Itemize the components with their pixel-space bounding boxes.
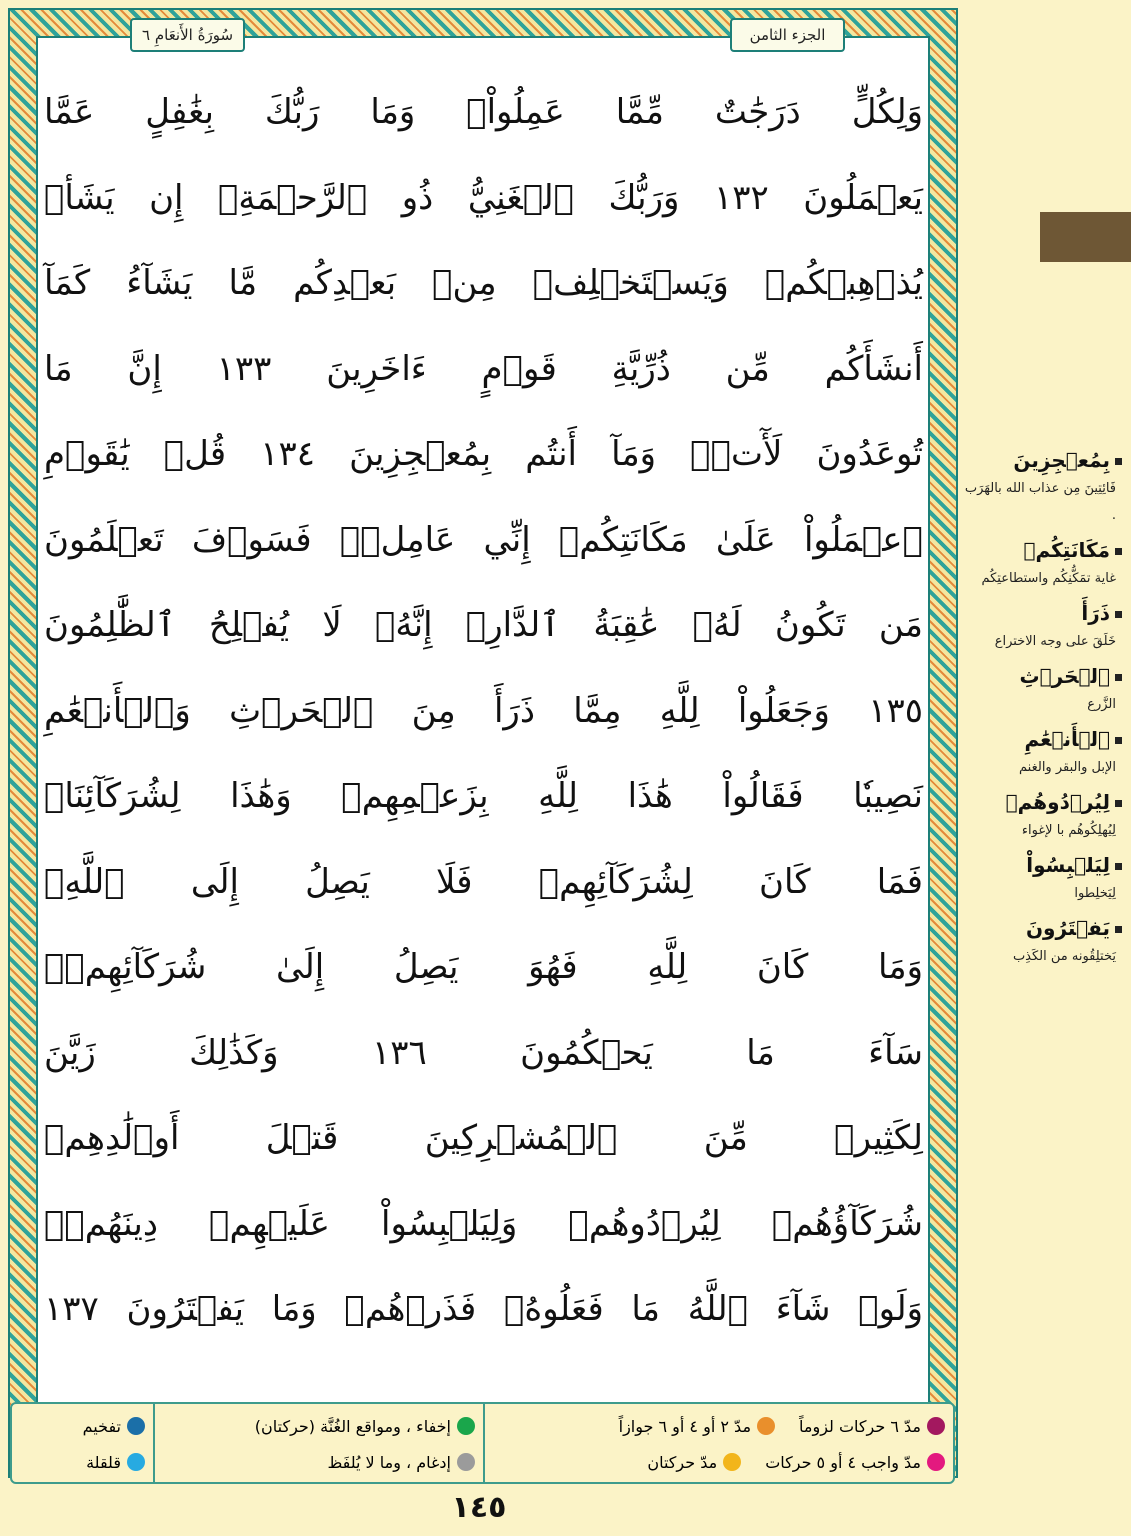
legend-label: تفخيم bbox=[82, 1416, 121, 1436]
color-swatch bbox=[127, 1453, 145, 1471]
glossary-definition: الزَّرع bbox=[1087, 697, 1116, 712]
bullet-icon bbox=[1115, 800, 1122, 807]
glossary-entry bbox=[962, 445, 1122, 529]
quran-text bbox=[36, 70, 931, 1353]
glossary-entry bbox=[962, 535, 1122, 592]
glossary-definition: خَلَقَ على وجه الاختراع bbox=[994, 634, 1116, 649]
legend-label: قلقلة bbox=[86, 1452, 121, 1472]
glossary-sidebar bbox=[962, 445, 1122, 976]
verse-line: يَعۡمَلُونَ ١٣٢ وَرَبُّكَ ٱلۡغَنِيُّ ذُو ٱلرَّحۡمَةِۚ إِن يَشَأۡ bbox=[44, 177, 923, 218]
verse-line: لِكَثِيرٖ مِّنَ ٱلۡمُشۡرِكِينَ قَتۡلَ أَوۡلَٰدِهِمۡ bbox=[44, 1118, 923, 1158]
glossary-word: لِيُرۡدُوهُمۡ bbox=[1005, 790, 1110, 814]
glossary-word: لِيَلۡبِسُواْ bbox=[1026, 853, 1110, 877]
glossary-entry bbox=[962, 724, 1122, 781]
color-swatch bbox=[457, 1417, 475, 1435]
verse-line: وَمَا كَانَ لِلَّهِ فَهُوَ يَصِلُ إِلَىٰ شُرَكَآئِهِمۡۗ bbox=[44, 947, 923, 987]
bullet-icon bbox=[1115, 674, 1122, 681]
legend-label: مدّ ٦ حركات لزوماً bbox=[799, 1416, 921, 1436]
legend-column-tafkhim bbox=[13, 1404, 153, 1482]
verse-line: نَصِيبٗا فَقَالُواْ هَٰذَا لِلَّهِ بِزَعۡمِهِمۡ وَهَٰذَا لِشُرَكَآئِنَاۖ bbox=[44, 776, 923, 816]
verse-line: أَنشَأَكُم مِّن ذُرِّيَّةِ قَوۡمٍ ءَاخَرِينَ ١٣٣ إِنَّ مَا bbox=[44, 348, 923, 389]
color-swatch bbox=[723, 1453, 741, 1471]
verse-line: فَمَا كَانَ لِشُرَكَآئِهِمۡ فَلَا يَصِلُ إِلَى ٱللَّهِۖ bbox=[44, 861, 923, 902]
bookmark-tab[interactable] bbox=[1040, 212, 1131, 262]
surah-name-header: سُورَةُ الأَنعَامِ ٦ bbox=[130, 18, 245, 52]
legend-column-madd bbox=[483, 1404, 953, 1482]
glossary-definition: لِيُهلِكُوهُم با لإغواء bbox=[1021, 823, 1116, 838]
legend-column-ghunna bbox=[153, 1404, 483, 1482]
glossary-entry bbox=[962, 787, 1122, 844]
glossary-entry bbox=[962, 850, 1122, 907]
bullet-icon bbox=[1115, 863, 1122, 870]
verse-line: يُذۡهِبۡكُمۡ وَيَسۡتَخۡلِفۡ مِنۢ بَعۡدِكُم مَّا يَشَآءُ كَمَآ bbox=[44, 263, 923, 303]
verse-line: وَلَوۡ شَآءَ ٱللَّهُ مَا فَعَلُوهُۖ فَذَرۡهُمۡ وَمَا يَفۡتَرُونَ ١٣٧ bbox=[44, 1289, 923, 1329]
color-swatch bbox=[927, 1417, 945, 1435]
glossary-entry bbox=[962, 598, 1122, 655]
glossary-definition: يَختلِقُونه من الكَذِب bbox=[1012, 949, 1116, 964]
glossary-definition: غاية تمَكُّنِكُم واستطاعتِكُم bbox=[981, 571, 1116, 586]
bullet-icon bbox=[1115, 737, 1122, 744]
verse-line: وَلِكُلٍّ دَرَجَٰتٌ مِّمَّا عَمِلُواْۚ وَمَا رَبُّكَ بِغَٰفِلٍ عَمَّا bbox=[44, 92, 923, 132]
page-number: ١٤٥ bbox=[451, 1490, 507, 1525]
legend-label: إخفاء ، ومواقع الغُنَّة (حركتان) bbox=[254, 1416, 451, 1436]
glossary-word: ٱلۡأَنۡعَٰمِ bbox=[1024, 727, 1110, 751]
verse-line: ٱعۡمَلُواْ عَلَىٰ مَكَانَتِكُمۡ إِنِّي عَامِلٞۖ فَسَوۡفَ تَعۡلَمُونَ bbox=[44, 519, 923, 560]
verse-line: مَن تَكُونُ لَهُۥ عَٰقِبَةُ ٱلدَّارِۚ إِنَّهُۥ لَا يُفۡلِحُ ٱلظَّٰلِمُونَ bbox=[44, 605, 923, 645]
legend-label: مدّ واجب ٤ أو ٥ حركات bbox=[765, 1452, 921, 1472]
color-swatch bbox=[127, 1417, 145, 1435]
glossary-definition: لِيَخلِطوا bbox=[1074, 886, 1116, 901]
glossary-definition: الإبل والبقر والغنم bbox=[1019, 760, 1116, 775]
verse-line: ١٣٥ وَجَعَلُواْ لِلَّهِ مِمَّا ذَرَأَ مِنَ ٱلۡحَرۡثِ وَٱلۡأَنۡعَٰمِ bbox=[44, 690, 923, 731]
bullet-icon bbox=[1115, 611, 1122, 618]
tajweed-legend bbox=[10, 1402, 955, 1484]
verse-line: شُرَكَآؤُهُمۡ لِيُرۡدُوهُمۡ وَلِيَلۡبِسُواْ عَلَيۡهِمۡ دِينَهُمۡۖ bbox=[44, 1203, 923, 1244]
bullet-icon bbox=[1115, 926, 1122, 933]
bullet-icon bbox=[1115, 458, 1122, 465]
glossary-word: بِمُعۡجِزِينَ bbox=[1013, 448, 1110, 472]
glossary-word: ذَرَأَ bbox=[1081, 601, 1110, 625]
legend-label: إدغام ، وما لا يُلفَظ bbox=[327, 1452, 451, 1472]
color-swatch bbox=[927, 1453, 945, 1471]
glossary-word: مَكَانَتِكُمۡ bbox=[1023, 538, 1110, 562]
glossary-entry bbox=[962, 661, 1122, 718]
legend-label: مدّ ٢ أو ٤ أو ٦ جوازاً bbox=[618, 1416, 752, 1436]
glossary-word: يَفۡتَرُونَ bbox=[1025, 916, 1110, 940]
glossary-word: ٱلۡحَرۡثِ bbox=[1019, 664, 1110, 688]
verse-line: تُوعَدُونَ لَأٓتٖۖ وَمَآ أَنتُم بِمُعۡجِزِينَ ١٣٤ قُلۡ يَٰقَوۡمِ bbox=[44, 434, 924, 474]
verse-line: سَآءَ مَا يَحۡكُمُونَ ١٣٦ وَكَذَٰلِكَ زَيَّنَ bbox=[44, 1032, 923, 1073]
glossary-definition: فَائِتِينَ مِن عذاب الله بالهَرَب . bbox=[964, 481, 1116, 523]
color-swatch bbox=[457, 1453, 475, 1471]
legend-label: مدّ حركتان bbox=[647, 1452, 718, 1472]
bullet-icon bbox=[1115, 548, 1122, 555]
juz-header: الجزء الثامن bbox=[730, 18, 845, 52]
color-swatch bbox=[757, 1417, 775, 1435]
glossary-entry bbox=[962, 913, 1122, 970]
